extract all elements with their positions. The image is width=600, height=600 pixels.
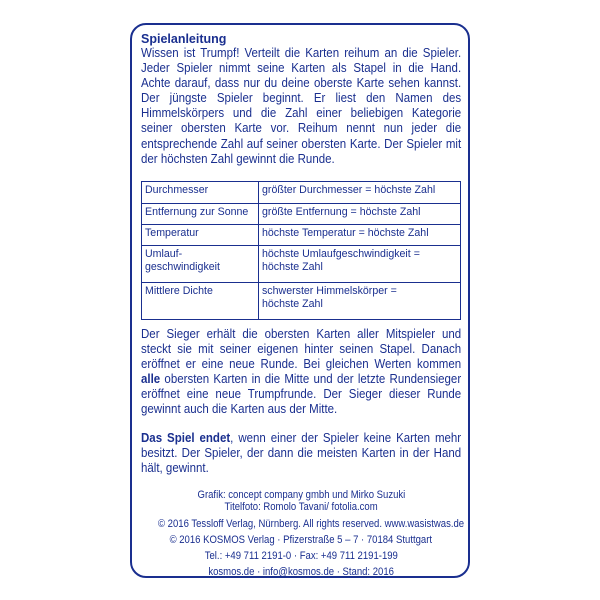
credit-titelfoto: Titelfoto: Romolo Tavani/ fotolia.com (224, 501, 378, 513)
category-cell (142, 283, 259, 320)
contact-web: kosmos.de · info@kosmos.de · Stand: 2016 (208, 566, 394, 578)
winner-text-bold: alle (141, 372, 161, 387)
rule-cell (258, 182, 460, 204)
contact-phone: Tel.: +49 711 2191-0 · Fax: +49 711 2191-199 (204, 550, 398, 562)
table-row (142, 225, 461, 246)
category-cell (142, 204, 259, 225)
category-cell (142, 182, 259, 204)
category-label: Durchmesser (145, 184, 209, 196)
rule-text: höchste Umlaufgeschwindigkeit = höchste Zahl (261, 248, 420, 273)
rule-text: größte Entfernung = höchste Zahl (261, 206, 421, 218)
game-end-text: , wenn einer der Spieler keine Karten mehr besitzt. Der Spieler, der dann die meisten Karten in der Hand hält, gewinnt. (141, 431, 462, 476)
rule-cell (258, 246, 460, 283)
rule-cell (258, 204, 460, 225)
winner-paragraph (141, 327, 461, 418)
category-label: Mittlere Dichte (145, 285, 213, 297)
card-content (141, 32, 461, 167)
rule-text: höchste Temperatur = höchste Zahl (261, 227, 429, 239)
category-cell (142, 225, 259, 246)
winner-text-start: Der Sieger erhält die obersten Karten aller Mitspieler und steckt sie mit seiner eigenen hinter seinen Stapel. Danach eröffnet er eine neue Runde. Bei gleichen Werten kommen (141, 327, 462, 372)
rule-cell (258, 283, 460, 320)
table-row (142, 283, 461, 320)
credit-grafik: Grafik: concept company gmbh und Mirko Suzuki (197, 489, 405, 501)
category-rules-table (141, 181, 461, 320)
credits-footer (141, 489, 465, 578)
intro-paragraph: Wissen ist Trumpf! Verteilt die Karten reihum an die Spieler. Jeder Spieler nimmt seine Karten als Stapel in die Hand. Achte darauf, dass nur du deine oberste Karte sehen kannst. Der jüngste Spieler beginnt. Er liest den Namen des Himmelskörpers und die Zahl einer beliebigen Kategorie seiner obersten Karte vor. Reihum nennt nun jeder die entsprechende Zahl auf seiner obersten Karte. Der Spieler mit der höchsten Zahl gewinnt die Runde. (141, 46, 462, 166)
game-instructions-card (130, 23, 470, 578)
copyright-kosmos: © 2016 KOSMOS Verlag · Pfizerstraße 5 – 7 · 70184 Stuttgart (169, 534, 433, 546)
table-row (142, 246, 461, 283)
winner-text-end: obersten Karten in die Mitte und der letzte Rundensieger eröffnet eine neue Trumpfrunde. Der Sieger dieser Runde gewinnt auch die Karten aus der Mitte. (141, 372, 462, 417)
rule-cell (258, 225, 460, 246)
rule-text: schwerster Himmelskörper = höchste Zahl (261, 285, 397, 310)
table-row (142, 204, 461, 225)
copyright-tessloff: © 2016 Tessloff Verlag, Nürnberg. All rights reserved. www.wasistwas.de (158, 518, 465, 530)
table-row (142, 182, 461, 204)
rule-text: größter Durchmesser = höchste Zahl (261, 184, 436, 196)
card-heading: Spielanleitung (141, 32, 227, 46)
category-label: Entfernung zur Sonne (145, 206, 249, 218)
category-label: Temperatur (145, 227, 199, 239)
category-cell (142, 246, 259, 283)
category-label: Umlauf- geschwindigkeit (145, 248, 220, 273)
game-end-bold: Das Spiel endet (141, 431, 231, 445)
game-end-paragraph (141, 431, 461, 476)
